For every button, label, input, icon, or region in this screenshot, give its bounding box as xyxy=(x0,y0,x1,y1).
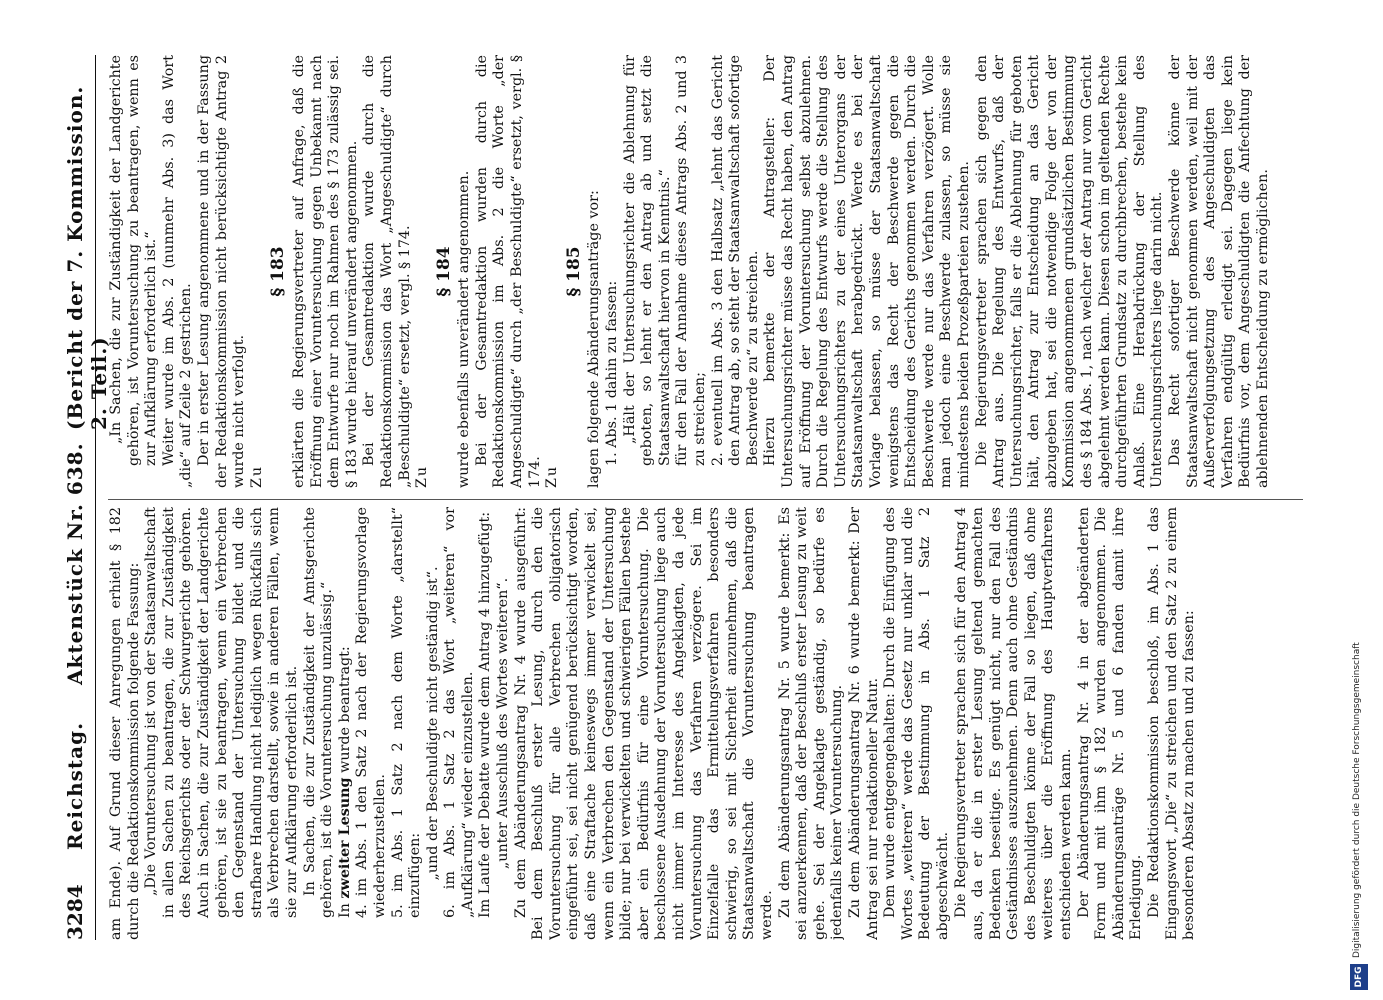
list-item: 2. eventuell im Abs. 3 den Halbsatz „lehnt das Gericht den Antrag ab, so steht der Staatsanwaltschaft sofortige Beschwerde zu“ zu streichen. xyxy=(709,55,761,466)
paragraph: lagen folgende Abänderungsanträge vor: xyxy=(586,190,603,488)
list-item: 4. im Abs. 1 den Satz 2 nach der Regierungsvorlage wiederherzustellen. xyxy=(354,507,388,918)
paragraph: Hierzu bemerkte der Antragsteller: Der Untersuchungsrichter müsse das Recht haben, den Antrag auf Eröffnung der Voruntersuchung selbst abzulehnen. Durch die Regelung des Entwurfs werde die Stellung des Untersuchungsrichters zu der eines Unterorgans der Staatsanwaltschaft herabgedrückt. Werde es bei der Vorlage belassen, so müsse der Staatsanwaltschaft wenigstens das Recht der Beschwerde gegen die Entscheidung des Gerichts genommen werden. Durch die Beschwerde werde nur das Verfahren verzögert. Wolle man jedoch eine Beschwerde zulassen, so müsse sie mindestens beiden Prozeßparteien zustehen. xyxy=(762,55,972,488)
text: In xyxy=(336,898,353,918)
paragraph: Bei der Gesamtredaktion wurde durch die Redaktionskommission das Wort „Angeschuldigte“ durch „Beschuldigte“ ersetzt, vergl. § 174. xyxy=(361,55,413,488)
paragraph: Zu xyxy=(544,464,561,488)
quote: „unter Ausschluß des Wortes weiteren“. xyxy=(495,577,512,870)
quote: „Die Voruntersuchung ist von der Staatsanwaltschaft in allen Sachen zu beantragen, die zur Zuständigkeit des Reichsgerichts oder der Schwurgerichte gehören. Auch in Sachen, die zur Zuständigkeit der Landgerichte gehören, ist sie zu beantragen, wenn ein Verbrechen den Gegenstand der Untersuchung bildet und die strafbare Handlung nicht lediglich wegen Rückfalls sich als Verbrechen darstellt, sowie in anderen Fällen, wenn sie zur Aufklärung erforderlich ist. xyxy=(143,507,300,918)
paragraph: Der Abänderungsantrag Nr. 4 in der abgeänderten Form und mit ihm § 182 wurden angenommen. Die Abänderungsanträge Nr. 5 und 6 fanden damit ihre Erledigung. xyxy=(1075,507,1145,940)
list-item: 5. im Abs. 1 Satz 2 nach dem Worte „darstellt“ einzufügen: xyxy=(389,507,424,918)
paragraph: Bei der Gesamtredaktion wurden durch die Redaktionskommission im Abs. 2 die Worte „der Angeschuldigte“ durch „der Beschuldigte“ ersetzt, vergl. § 174. xyxy=(473,55,543,488)
paragraph: Zu xyxy=(414,464,431,488)
page-number: 3284 xyxy=(63,884,87,940)
emphasis: zweiter Lesung xyxy=(336,777,353,899)
paragraph: Die Redaktionskommission beschloß, im Abs. 1 das Eingangswort „Die“ zu streichen und den Satz 2 zu einem besonderen Absatz zu machen und zu fassen: xyxy=(1146,507,1198,940)
list-item: für den Fall der Annahme dieses Antrags Abs. 2 und 3 zu streichen; xyxy=(674,55,708,466)
paragraph: wurde ebenfalls unverändert angenommen. xyxy=(456,170,473,488)
list-item: 1. Abs. 1 dahin zu fassen: xyxy=(604,280,621,466)
paragraph: Die Regierungsvertreter sprachen sich gegen den Antrag aus. Die Regelung des Entwurfs, daß der Untersuchungsrichter, falls er die Ablehnung für geboten hält, den Antrag zur Entscheidung an das Gericht abzugeben hat, sei die notwendige Folge der von der Kommission angenommenen grundsätzlichen Bestimmung des § 184 Abs. 1, nach welcher der Antrag nur vom Gericht abgelehnt werden kann. Diesen schon im geltenden Rechte durchgeführten Grundsatz zu durchbrechen, bestehe kein Anlaß. Eine Herabdrückung der Stellung des Untersuchungsrichters liege darin nicht. xyxy=(973,55,1166,488)
paragraph: Der in erster Lesung angenommene und in der Fassung der Redaktionskommission nicht berücksichtigte Antrag 2 wurde nicht verfolgt. xyxy=(195,55,248,488)
paragraph xyxy=(337,507,355,940)
paragraph: am Ende). Auf Grund dieser Anregungen erhielt § 182 durch die Redaktionskommission folgende Fassung: xyxy=(108,507,142,940)
section-heading: § 185 xyxy=(563,246,584,297)
header-right-title: (Bericht der 7. Kommission. 2. Teil.) xyxy=(63,85,111,430)
quote: „und der Beschuldigte nicht geständig ist“. xyxy=(424,566,441,881)
paragraph: Die Regierungsvertreter sprachen sich für den Antrag 4 aus, da er die in erster Lesung geltend gemachten Bedenken beseitige. Es genügt nicht, nur den Fall des Geständnisses auszunehmen. Denn auch ohne Geständnis des Beschuldigten könne der Fall so liegen, daß ohne weiteres über die Eröffnung des Hauptverfahrens entschieden werden kann. xyxy=(952,507,1075,940)
list-item: 6. im Abs. 1 Satz 2 das Wort „weiteren“ vor „Aufklärung“ wieder einzustellen. xyxy=(442,507,476,918)
credit-text: Digitalisierung gefördert durch die Deutsche Forschungsgemeinschaft xyxy=(1352,642,1362,958)
paragraph: Zu dem Abänderungsantrag Nr. 5 wurde bemerkt: Es sei anzuerkennen, daß der Beschluß erster Lesung zu weit gehe. Sei der Angeklagte geständig, so bedürfe es jedenfalls keiner Voruntersuchung. xyxy=(776,507,846,940)
quote: „Hält der Untersuchungsrichter die Ablehnung für geboten, so lehnt er den Antrag ab und setzt die Staatsanwaltschaft hiervon in Kenntnis.“ xyxy=(621,55,673,466)
paragraph: Weiter wurde im Abs. 2 (nunmehr Abs. 3) das Wort „die“ auf Zeile 2 gestrichen. xyxy=(160,55,195,488)
quote: „In Sachen, die zur Zuständigkeit der Landgerichte gehören, ist Voruntersuchung zu beantragen, wenn es zur Aufklärung erforderlich ist.“ xyxy=(108,55,160,466)
right-column xyxy=(108,55,1303,488)
column-divider xyxy=(108,499,1303,500)
paragraph: erklärten die Regierungsvertreter auf Anfrage, daß die Eröffnung einer Voruntersuchung gegen Unbekannt nach dem Entwurfe nur noch im Rahmen des § 173 zulässig sei. § 183 wurde hierauf unverändert angenommen. xyxy=(290,55,360,488)
paragraph: Das Recht sofortiger Beschwerde könne der Staatsanwaltschaft nicht genommen werden, weil mit der Außerverfolgungsetzung des Angeschuldigten das Verfahren endgültig erledigt sei. Dagegen liege kein Bedürfnis vor, dem Angeschuldigten die Anfechtung der ablehnenden Entscheidung zu ermöglichen. xyxy=(1167,55,1271,488)
paragraph: Im Laufe der Debatte wurde dem Antrag 4 hinzugefügt: xyxy=(477,511,494,918)
quote: In Sachen, die zur Zuständigkeit der Amtsgerichte gehören, ist die Voruntersuchung unzulässig.“ xyxy=(301,507,336,918)
paragraph: Zu xyxy=(248,464,265,488)
paragraph: Zu dem Abänderungsantrag Nr. 6 wurde bemerkt: Der Antrag sei nur redaktioneller Natur. xyxy=(846,507,881,940)
paragraph: Zu dem Abänderungsantrag Nr. 4 wurde ausgeführt: Bei dem Beschluß erster Lesung, durch den die Voruntersuchung für alle Verbrechen obligatorisch eingeführt sei, sei nicht genügend berücksichtigt worden, daß eine Straftache keineswegs immer verwickelt sei, wenn ein Verbrechen den Gegenstand der Untersuchung bilde; nur bei verwickelten und schwierigen Fällen bestehe aber ein Bedürfnis für eine Voruntersuchung. Die beschlossene Ausdehnung der Voruntersuchung liege auch nicht immer im Interesse des Angeklagten, da jede Voruntersuchung das Verfahren verzögere. Sei im Einzelfalle das Ermittelungsverfahren besonders schwierig, so sei mit Sicherheit anzunehmen, daß die Staatsanwaltschaft die Voruntersuchung beantragen werde. xyxy=(512,507,775,940)
digitization-credit xyxy=(1342,0,1382,1000)
section-heading: § 184 xyxy=(433,246,454,297)
page-header xyxy=(55,55,111,940)
dfg-logo: DFG xyxy=(1350,964,1368,990)
left-column xyxy=(108,507,1303,940)
header-left-title: Reichstag. xyxy=(63,721,87,850)
paragraph: Dem wurde entgegengehalten: Durch die Einfügung des Wortes „weiteren“ werde das Gesetz nur unklar und die Bedeutung der Bestimmung in Abs. 1 Satz 2 abgeschwächt. xyxy=(882,507,951,940)
section-heading: § 183 xyxy=(268,246,289,297)
text: wurde beantragt: xyxy=(336,646,353,778)
header-center-title: Aktenstück Nr. 638. xyxy=(63,442,87,685)
